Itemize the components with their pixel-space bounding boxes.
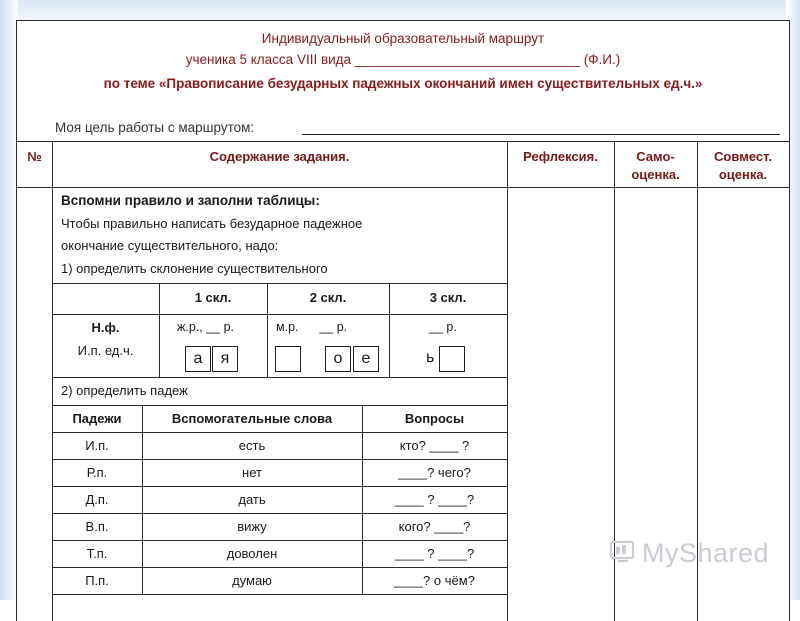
grid-line — [52, 283, 507, 284]
case-helper-word: вижу — [237, 519, 267, 534]
case-name: В.п. — [85, 519, 109, 534]
case-helper-word: думаю — [232, 573, 272, 588]
col-header-self-assessment-2: оценка. — [631, 167, 680, 182]
cases-header-case: Падежи — [72, 411, 122, 426]
header-topic: по теме «Правописание безударных падежных окончаний имен существительных ед.ч.» — [103, 76, 703, 91]
ending-box[interactable]: е — [353, 346, 379, 372]
case-name: Р.п. — [86, 465, 108, 480]
task-rule-line-2: окончание существительного, надо: — [61, 238, 279, 253]
goal-label: Моя цель работы с маршрутом: — [55, 120, 255, 135]
watermark-logo-icon — [608, 536, 638, 566]
grid-line — [52, 594, 507, 595]
goal-fill-line — [302, 134, 780, 135]
declension-header-1: 1 скл. — [194, 290, 232, 305]
case-helper-word: дать — [238, 492, 266, 507]
col-header-reflection: Рефлексия. — [523, 149, 598, 164]
soft-sign-prefix: ь — [426, 349, 435, 366]
declension-header-3: 3 скл. — [429, 290, 467, 305]
col-header-self-assessment-1: Само- — [636, 149, 675, 164]
case-question: кого? ____? — [398, 519, 471, 534]
grid-line — [17, 141, 789, 142]
grid-line — [52, 405, 507, 406]
ending-box[interactable] — [439, 346, 465, 372]
task-step-1: 1) определить склонение существительного — [61, 261, 328, 276]
case-helper-word: доволен — [226, 546, 278, 561]
task-step-2: 2) определить падеж — [61, 383, 188, 398]
header-student-line: ученика 5 класса VIII вида ______________________________ (Ф.И.) — [185, 52, 621, 67]
cases-header-questions: Вопросы — [404, 411, 465, 426]
case-question: ____? о чём? — [394, 573, 475, 588]
ending-box[interactable] — [275, 346, 301, 372]
col-header-content: Содержание задания. — [209, 149, 350, 164]
declension-header-2: 2 скл. — [309, 290, 347, 305]
case-question: ____ ? ____? — [394, 492, 475, 507]
header-title: Индивидуальный образовательный маршрут — [261, 31, 545, 46]
ending-box[interactable]: а — [185, 346, 211, 372]
case-name: Т.п. — [86, 546, 108, 561]
grid-line — [507, 141, 508, 621]
case-question: ____? чего? — [398, 465, 471, 480]
declension-3-gender: __ р. — [429, 320, 457, 334]
ending-box[interactable]: я — [212, 346, 238, 372]
cases-header-helper-words: Вспомогательные слова — [171, 411, 333, 426]
grid-line — [52, 459, 507, 460]
task-rule-line-1: Чтобы правильно написать безударное падежное — [61, 216, 363, 231]
case-name: Д.п. — [85, 492, 109, 507]
grid-line — [52, 377, 507, 378]
task-title: Вспомни правило и заполни таблицы: — [61, 193, 320, 208]
grid-line — [52, 314, 507, 315]
grid-line — [52, 567, 507, 568]
grid-line — [52, 432, 507, 433]
case-name: П.п. — [85, 573, 109, 588]
declension-1-gender: ж.р., __ р. — [177, 320, 235, 334]
col-header-joint-assessment-1: Совмест. — [714, 149, 772, 164]
grid-line — [17, 187, 789, 188]
case-question: ____ ? ____? — [394, 546, 475, 561]
grid-line — [52, 486, 507, 487]
case-helper-word: есть — [238, 438, 266, 453]
nominative-singular-label: И.п. ед.ч. — [77, 343, 134, 358]
grid-line — [52, 513, 507, 514]
col-header-number: № — [27, 149, 42, 164]
watermark-text: MyShared — [642, 538, 770, 568]
route-sheet — [16, 20, 790, 621]
case-helper-word: нет — [242, 465, 262, 480]
initial-form-label: Н.ф. — [91, 320, 120, 335]
ending-box[interactable]: о — [325, 346, 351, 372]
col-header-joint-assessment-2: оценка. — [718, 167, 768, 182]
grid-line — [52, 540, 507, 541]
case-name: И.п. — [85, 438, 109, 453]
case-question: кто? ____ ? — [399, 438, 470, 453]
declension-2-gender: м.р. __ р. — [276, 320, 348, 334]
